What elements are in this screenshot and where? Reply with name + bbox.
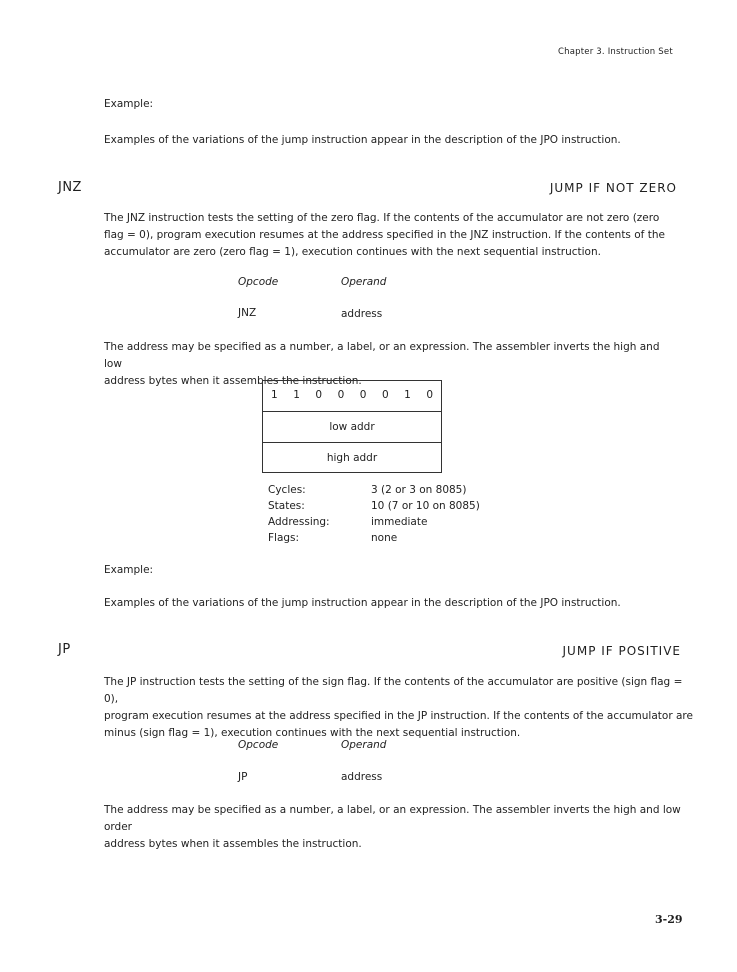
- opcode-header: Opcode: [238, 276, 279, 288]
- chapter-header: Chapter 3. Instruction Set: [558, 47, 673, 57]
- operand-value: address: [341, 308, 383, 320]
- spec-label: States:: [268, 500, 305, 512]
- text-line: The JNZ instruction tests the setting of the zero flag. If the contents of the accumulator are not zero (zero: [104, 212, 660, 224]
- opcode-bit: 0: [315, 389, 323, 401]
- opcode-bit: 1: [271, 389, 278, 401]
- operand-value: address: [341, 771, 383, 783]
- text-line: The address may be specified as a number, a label, or an expression. The assembler inverts the high and low: [104, 341, 660, 370]
- spec-value: 10 (7 or 10 on 8085): [371, 500, 480, 512]
- instruction-mnemonic: JNZ: [58, 180, 82, 195]
- text-line: program execution resumes at the address specified in the JP instruction. If the contents of the accumulator are: [104, 710, 693, 722]
- spec-value: none: [371, 532, 398, 544]
- instruction-description: [104, 210, 679, 261]
- high-addr-label: high addr: [326, 452, 378, 464]
- text-line: minus (sign flag = 1), execution continues with the next sequential instruction.: [104, 727, 521, 739]
- example-text: Examples of the variations of the jump instruction appear in the description of the JPO instruction.: [104, 597, 621, 609]
- opcode-bits-row: [263, 381, 441, 412]
- opcode-value: JP: [238, 771, 248, 783]
- opcode-bit: 1: [404, 389, 411, 401]
- high-addr-row: [263, 443, 441, 474]
- text-line: address bytes when it assembles the instruction.: [104, 375, 362, 387]
- spec-label: Addressing:: [268, 516, 330, 528]
- opcode-bit: 0: [426, 389, 433, 401]
- address-note: [104, 802, 694, 853]
- opcode-bit: 0: [381, 389, 389, 401]
- instruction-title: JUMP IF NOT ZERO: [549, 181, 677, 195]
- example-label: Example:: [104, 98, 154, 110]
- text-line: accumulator are zero (zero flag = 1), execution continues with the next sequential instruction.: [104, 246, 601, 258]
- low-addr-label: low addr: [329, 421, 375, 433]
- text-line: The JP instruction tests the setting of the sign flag. If the contents of the accumulator are positive (sign flag = 0),: [104, 676, 683, 705]
- example-label: Example:: [104, 564, 154, 576]
- spec-value: immediate: [371, 516, 428, 528]
- instruction-title: JUMP IF POSITIVE: [562, 644, 681, 658]
- low-addr-row: [263, 412, 441, 443]
- opcode-bit: 0: [359, 389, 367, 401]
- instruction-format-box: [262, 380, 442, 473]
- instruction-mnemonic: JP: [58, 642, 71, 657]
- example-text: Examples of the variations of the jump instruction appear in the description of the JPO instruction.: [104, 134, 621, 146]
- page-number: 3-29: [655, 913, 683, 926]
- opcode-bit: 1: [293, 389, 300, 401]
- spec-label: Cycles:: [268, 484, 306, 496]
- operand-header: Operand: [341, 739, 387, 751]
- spec-label: Flags:: [268, 532, 300, 544]
- instruction-description: [104, 674, 694, 742]
- opcode-bit: 0: [337, 389, 345, 401]
- spec-value: 3 (2 or 3 on 8085): [371, 484, 467, 496]
- text-line: The address may be specified as a number, a label, or an expression. The assembler inverts the high and low order: [104, 804, 681, 833]
- opcode-header: Opcode: [238, 739, 279, 751]
- text-line: address bytes when it assembles the instruction.: [104, 838, 362, 850]
- text-line: flag = 0), program execution resumes at the address specified in the JNZ instruction. If the contents of the: [104, 229, 665, 241]
- operand-header: Operand: [341, 276, 387, 288]
- opcode-value: JNZ: [238, 307, 257, 319]
